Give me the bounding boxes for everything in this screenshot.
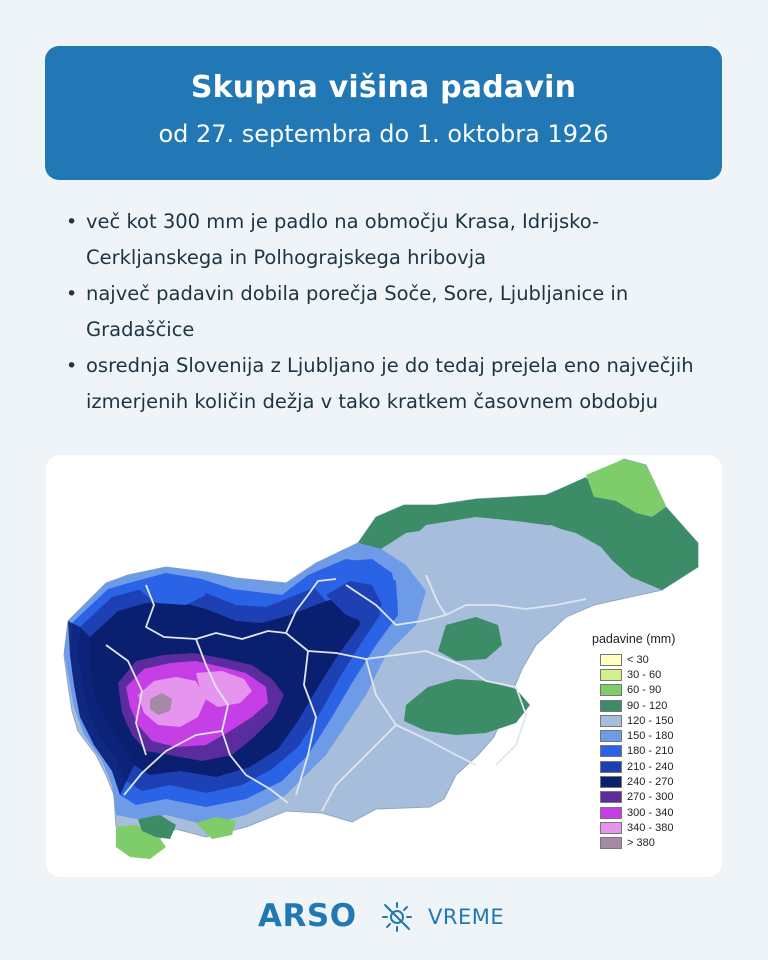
legend-label: 180 - 210 [627, 745, 674, 758]
legend-label: 340 - 380 [627, 821, 674, 834]
legend-item [592, 820, 712, 835]
legend-label: 30 - 60 [627, 668, 662, 681]
legend-swatch [600, 730, 622, 742]
arso-logo: ARSO [258, 898, 357, 934]
page-subtitle: od 27. septembra do 1. oktobra 1926 [158, 120, 609, 148]
bullet-item: • osrednja Slovenija z Ljubljano je do tedaj prejela eno največjih izmerjenih količin dežja v tako kratkem časovnem obdobju [66, 348, 726, 420]
legend-swatch [600, 776, 622, 788]
weather-sun-icon [380, 900, 414, 934]
legend-swatch [600, 715, 622, 727]
legend-item [592, 683, 712, 698]
legend-swatch [600, 807, 622, 819]
legend-item [592, 836, 712, 851]
legend-label: 60 - 90 [627, 684, 662, 697]
legend-swatch [600, 822, 622, 834]
legend-swatch [600, 684, 622, 696]
bullet-list [66, 204, 726, 420]
legend-swatch [600, 791, 622, 803]
legend-item [592, 759, 712, 774]
legend-swatch [600, 837, 622, 849]
legend-item [592, 744, 712, 759]
legend-swatch [600, 654, 622, 666]
legend-item [592, 713, 712, 728]
bullet-item: • več kot 300 mm je padlo na območju Krasa, Idrijsko-Cerkljanskega in Polhograjskega hribovja [66, 204, 726, 276]
legend-swatch [600, 700, 622, 712]
header-banner [45, 46, 722, 180]
legend-item [592, 698, 712, 713]
footer [0, 896, 768, 940]
vreme-label: VREME [428, 905, 505, 929]
legend-title: padavine (mm) [592, 632, 676, 646]
legend-swatch [600, 745, 622, 757]
legend-label: 270 - 300 [627, 791, 674, 804]
legend-label: < 30 [627, 653, 649, 666]
legend-item [592, 667, 712, 682]
map-legend [592, 632, 712, 851]
precipitation-map-card [46, 455, 722, 877]
legend-label: 300 - 340 [627, 806, 674, 819]
legend-swatch [600, 761, 622, 773]
bullet-item: • največ padavin dobila porečja Soče, Sore, Ljubljanice in Gradaščice [66, 276, 726, 348]
legend-label: 90 - 120 [627, 699, 668, 712]
bullet-dot-icon: • [66, 355, 78, 377]
legend-item [592, 805, 712, 820]
legend-item [592, 790, 712, 805]
legend-item [592, 774, 712, 789]
legend-swatch [600, 669, 622, 681]
legend-label: 240 - 270 [627, 776, 674, 789]
legend-item [592, 728, 712, 743]
bullet-dot-icon: • [66, 211, 78, 233]
legend-label: 210 - 240 [627, 760, 674, 773]
legend-item [592, 652, 712, 667]
page-title: Skupna višina padavin [190, 70, 577, 105]
legend-label: 120 - 150 [627, 714, 674, 727]
bullet-dot-icon: • [66, 283, 78, 305]
legend-label: > 380 [627, 837, 655, 850]
legend-label: 150 - 180 [627, 730, 674, 743]
